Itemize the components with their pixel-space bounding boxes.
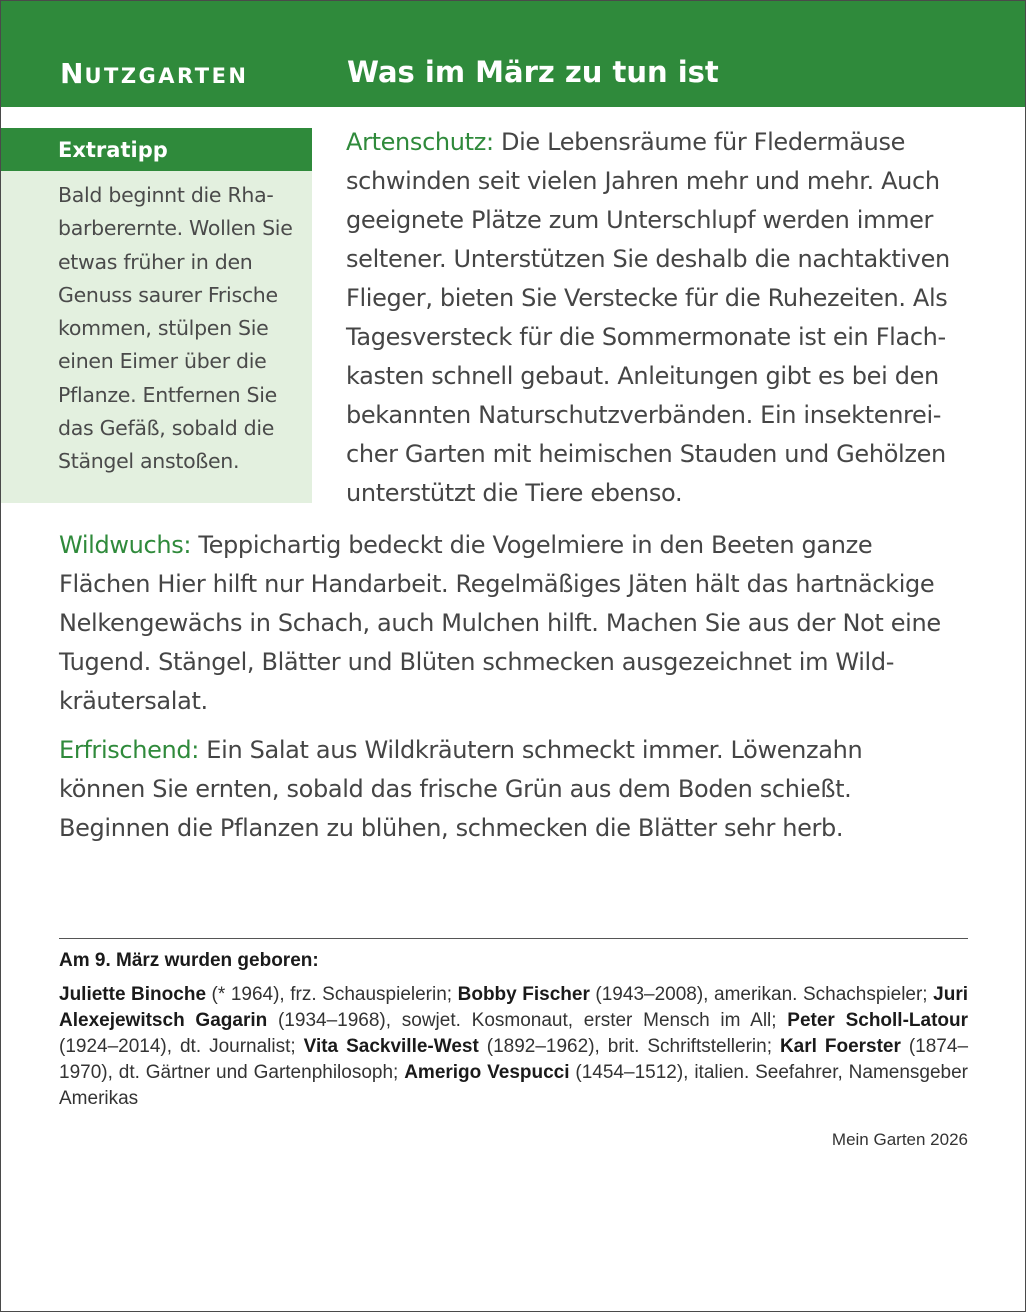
birthday-name: Juri Alexejewitsch Gagarin (59, 984, 968, 1031)
birthday-info: (1892–1962), brit. Schriftstellerin; (478, 1036, 780, 1057)
birthday-name: Amerigo Vespucci (404, 1062, 570, 1083)
paragraph-line: Ein Salat aus Wildkräutern schmeckt immer. Löwenzahn (199, 736, 863, 764)
extratipp-line: Genuss saurer Frische (58, 282, 278, 307)
section-label-initial: N (60, 57, 85, 90)
footer-label: Mein Garten 2026 (831, 1130, 968, 1149)
paragraph-line: können Sie ernten, sobald das frische Grün aus dem Boden schießt. (59, 775, 852, 803)
paragraph-line: geeignete Plätze zum Unterschlupf werden immer (346, 206, 934, 234)
extratipp-line: einen Eimer über die (58, 349, 267, 374)
paragraph-line: Tugend. Stängel, Blätter und Blüten schmecken ausgezeichnet im Wild- (59, 648, 895, 676)
birthday-info: (1924–2014), dt. Journalist; (59, 1036, 304, 1057)
page-header (1, 1, 1025, 107)
extratipp-line: barberernte. Wollen Sie (58, 216, 293, 241)
paragraph-wildwuchs (59, 526, 971, 721)
paragraph-line: Flächen Hier hilft nur Handarbeit. Regelmäßiges Jäten hält das hartnäckige (59, 570, 935, 598)
paragraph-lead: Erfrischend: (59, 736, 200, 764)
page-title: Was im März zu tun ist (347, 55, 719, 89)
paragraph-erfrischend (59, 731, 971, 848)
birthday-info: (1454–1512), italien. Seefahrer, Namensgeber Amerikas (59, 1062, 968, 1109)
paragraph-lead: Wildwuchs: (59, 531, 192, 559)
birthday-name: Peter Scholl-Latour (787, 1010, 969, 1031)
paragraph-line: kräutersalat. (59, 687, 208, 715)
paragraph-line: Die Lebensräume für Fledermäuse (493, 128, 906, 156)
birthday-info: (1934–1968), sowjet. Kosmonaut, erster Mensch im All; (267, 1010, 788, 1031)
extratipp-line: Pflanze. Entfernen Sie (58, 382, 277, 407)
paragraph-line: cher Garten mit heimischen Stauden und Gehölzen (346, 440, 946, 468)
paragraph-line: Teppichartig bedeckt die Vogelmiere in den Beeten ganze (191, 531, 873, 559)
extratipp-text (1, 171, 312, 479)
paragraph-line: Tagesversteck für die Sommermonate ist ein Flach- (346, 323, 946, 351)
birthday-name: Juliette Binoche (59, 984, 207, 1005)
birthday-name: Bobby Fischer (457, 984, 590, 1005)
extratipp-line: das Gefäß, sobald die (58, 416, 275, 441)
birthday-name: Karl Foerster (779, 1036, 901, 1057)
birthday-info: (1874–1970), dt. Gärtner und Gartenphilosoph; (59, 1036, 969, 1083)
divider (59, 938, 968, 939)
extratipp-line: Stängel anstoßen. (58, 449, 240, 474)
paragraph-lead: Artenschutz: (346, 128, 494, 156)
paragraph-line: kasten schnell gebaut. Anleitungen gibt es bei den (346, 362, 939, 390)
paragraph-line: Beginnen die Pflanzen zu blühen, schmecken die Blätter sehr herb. (59, 814, 844, 842)
birthdays-heading: Am 9. März wurden geboren: (59, 950, 319, 971)
paragraph-line: bekannten Naturschutzverbänden. Ein insektenrei- (346, 401, 942, 429)
birthday-info: (* 1964), frz. Schauspielerin; (206, 984, 458, 1005)
paragraph-line: Flieger, bieten Sie Verstecke für die Ruhezeiten. Als (346, 284, 948, 312)
paragraph-artenschutz (346, 123, 966, 513)
extratipp-box (1, 128, 312, 503)
birthday-info: (1943–2008), amerikan. Schachspieler; (589, 984, 934, 1005)
section-label (60, 57, 249, 90)
birthdays-list (59, 982, 968, 1112)
extratipp-line: Bald beginnt die Rha- (58, 183, 274, 207)
paragraph-line: unterstützt die Tiere ebenso. (346, 479, 683, 507)
extratipp-line: etwas früher in den (58, 249, 253, 274)
section-label-rest: UTZGARTEN (84, 64, 249, 88)
extratipp-heading: Extratipp (1, 128, 312, 171)
paragraph-line: seltener. Unterstützen Sie deshalb die nachtaktiven (346, 245, 950, 273)
paragraph-line: Nelkengewächs in Schach, auch Mulchen hilft. Machen Sie aus der Not eine (59, 609, 941, 637)
paragraph-line: schwinden seit vielen Jahren mehr und mehr. Auch (346, 167, 940, 195)
birthday-name: Vita Sackville-West (303, 1036, 479, 1057)
extratipp-line: kommen, stülpen Sie (58, 316, 269, 341)
